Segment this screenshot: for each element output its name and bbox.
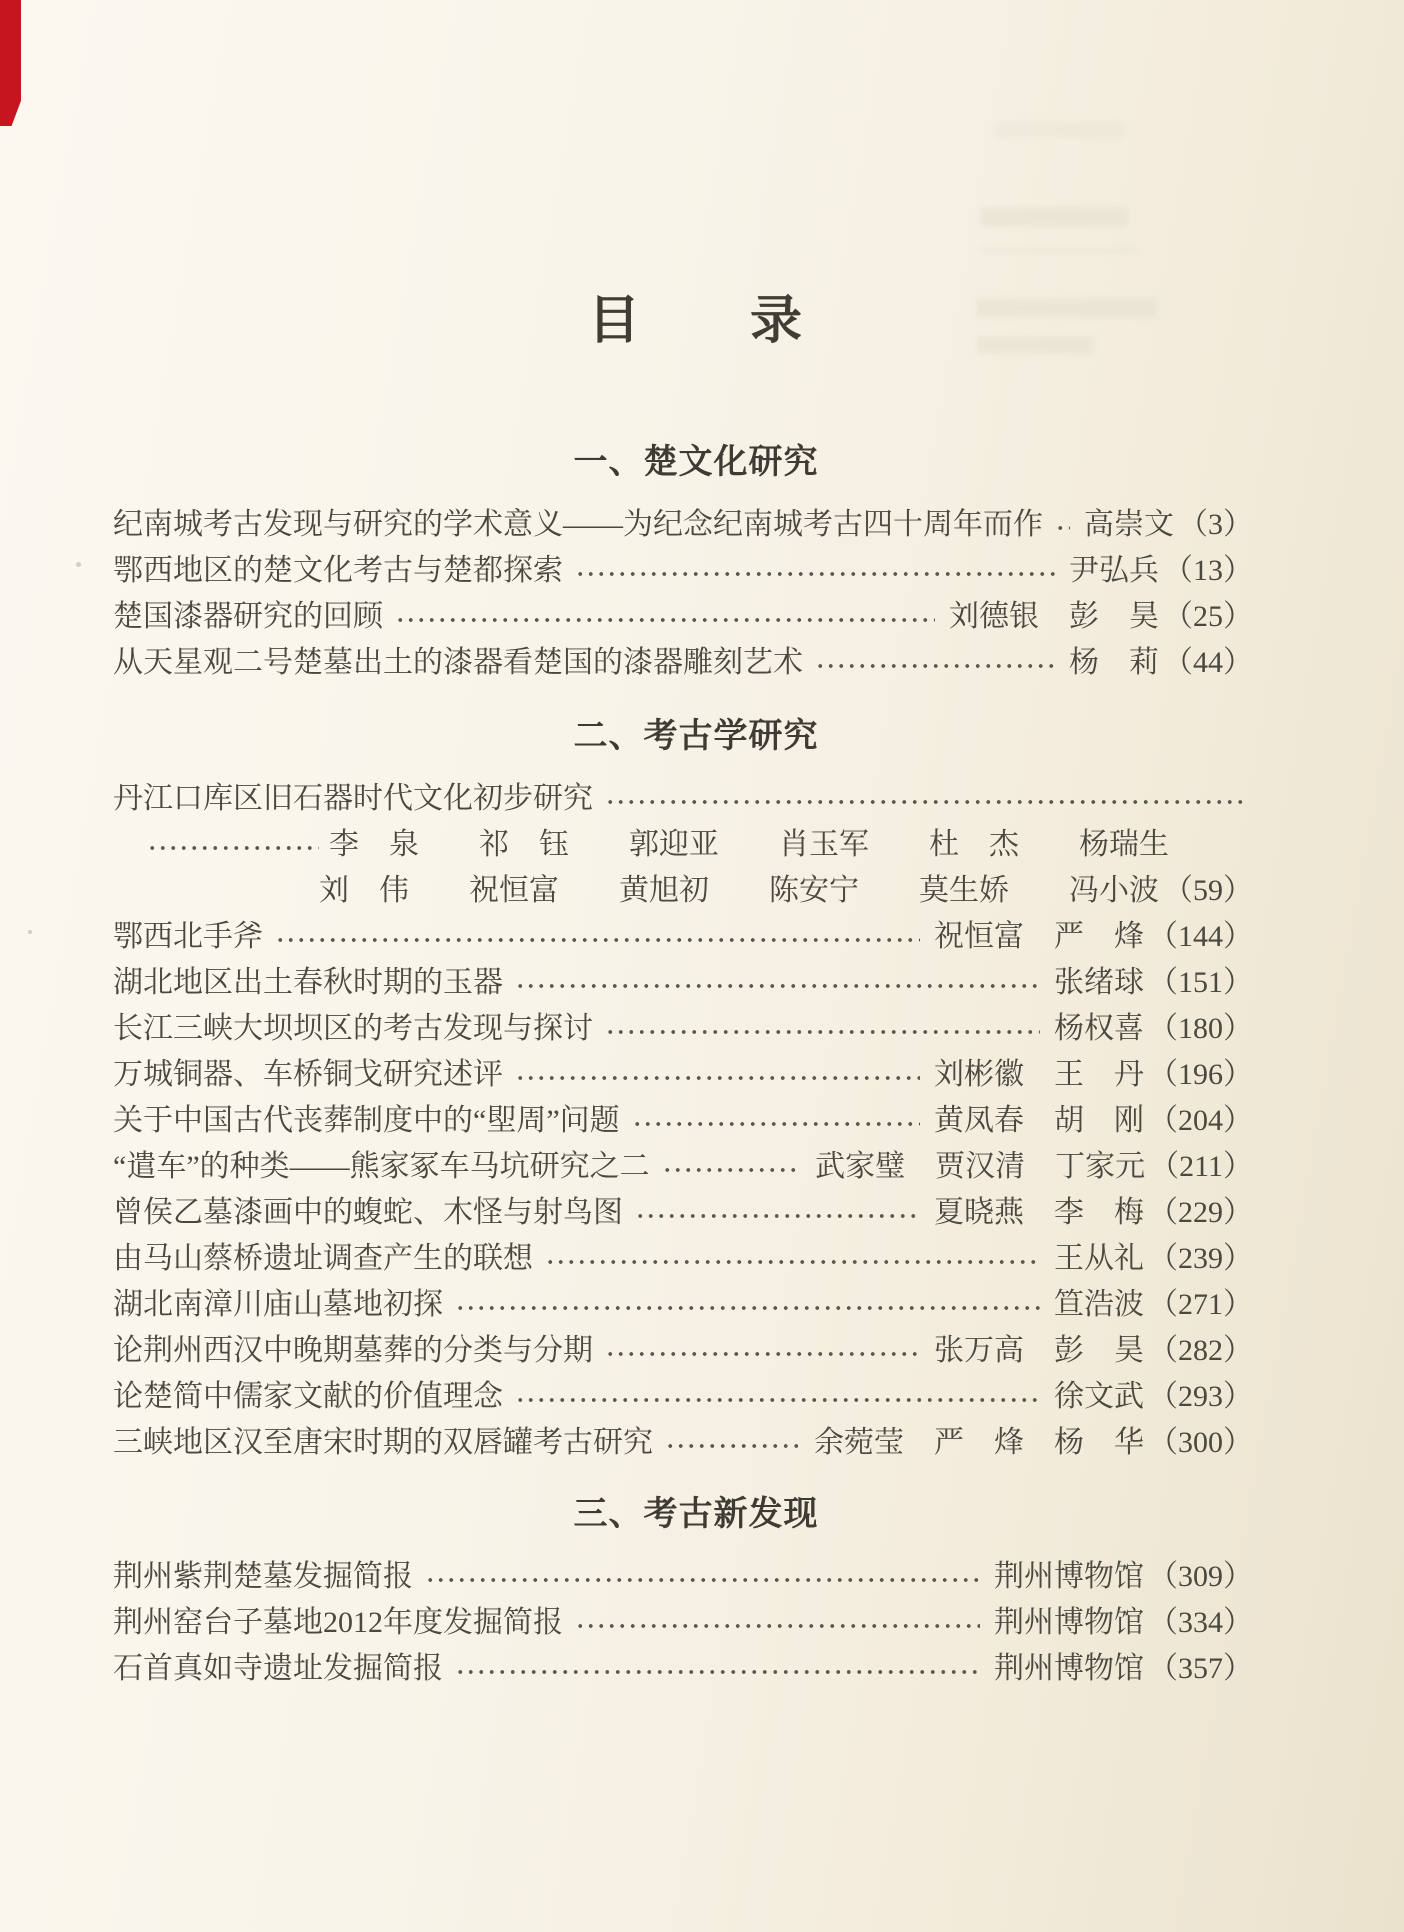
- toc-entry: [113, 1006, 1253, 1052]
- paper-speck: [28, 930, 32, 934]
- dot-leader: [147, 843, 319, 853]
- toc-entry: [113, 1554, 1253, 1600]
- page-title: 目 录: [587, 293, 804, 350]
- entry-authors: 余菀莹 严 烽 杨 华: [814, 1426, 1144, 1459]
- dot-leader: [455, 1667, 980, 1677]
- dot-leader: [455, 1303, 1040, 1313]
- entry-page-number: （180）: [1148, 1012, 1253, 1045]
- sections-container: [113, 440, 1253, 1692]
- entry-page-number: （282）: [1148, 1334, 1253, 1367]
- toc-entry: [113, 640, 1253, 686]
- dot-leader: [515, 981, 1040, 991]
- toc-entry: [113, 502, 1253, 548]
- dot-leader: [815, 661, 1055, 671]
- red-edge-stripe: [0, 0, 21, 126]
- entry-page-number: （357）: [1148, 1652, 1253, 1685]
- entry-title: 纪南城考古发现与研究的学术意义——为纪念纪南城考古四十周年而作: [113, 508, 1043, 541]
- entry-authors: 荆州博物馆: [994, 1652, 1144, 1685]
- dot-leader: [665, 1441, 800, 1451]
- dot-leader: [635, 1211, 920, 1221]
- entry-authors: 王从礼: [1054, 1242, 1144, 1275]
- entry-title: 三峡地区汉至唐宋时期的双唇罐考古研究: [113, 1426, 653, 1459]
- toc-entry: [113, 548, 1253, 594]
- section-entries: [113, 1554, 1253, 1692]
- entry-authors: 刘彬徽 王 丹: [934, 1058, 1144, 1091]
- entry-page-number: （229）: [1148, 1196, 1253, 1229]
- entry-page-number: （144）: [1148, 920, 1253, 953]
- entry-page-number: （25）: [1163, 600, 1253, 633]
- entry-authors: 尹弘兵: [1069, 554, 1159, 587]
- section-heading: 二、考古学研究: [573, 717, 819, 755]
- toc-entry: [113, 1098, 1253, 1144]
- entry-page-number: （59）: [1163, 874, 1253, 907]
- entry-title: 荆州紫荆楚墓发掘简报: [113, 1560, 413, 1593]
- entry-authors: 杨 莉: [1069, 646, 1159, 679]
- entry-authors: 荆州博物馆: [994, 1560, 1144, 1593]
- toc-entry: [113, 1374, 1253, 1420]
- toc-entry: [113, 1328, 1253, 1374]
- entry-page-number: （44）: [1163, 646, 1253, 679]
- toc-entry: [113, 822, 1253, 868]
- dot-leader: [605, 1027, 1040, 1037]
- entry-page-number: （211）: [1149, 1150, 1253, 1183]
- toc-entry: [113, 1282, 1253, 1328]
- section-entries: [113, 776, 1253, 1466]
- toc-content: [113, 0, 1253, 1692]
- entry-authors: 黄凤春 胡 刚: [934, 1104, 1144, 1137]
- entry-title: 楚国漆器研究的回顾: [113, 600, 383, 633]
- dot-leader: [605, 1349, 920, 1359]
- entry-authors: 张绪球: [1054, 966, 1144, 999]
- toc-entry: [113, 1600, 1253, 1646]
- toc-entry: [113, 776, 1253, 822]
- section-heading: 三、考古新发现: [573, 1495, 819, 1533]
- toc-entry: [113, 1236, 1253, 1282]
- dot-leader: [632, 1119, 920, 1129]
- entry-authors: 笪浩波: [1054, 1288, 1144, 1321]
- entry-title: 万城铜器、车桥铜戈研究述评: [113, 1058, 503, 1091]
- entry-authors: 刘 伟 祝恒富 黄旭初 陈安宁 莫生娇 冯小波: [319, 874, 1159, 907]
- entry-title: 论楚简中儒家文献的价值理念: [113, 1380, 503, 1413]
- toc-section: [113, 1492, 1253, 1692]
- toc-entry: [113, 868, 1253, 914]
- dot-leader: [515, 1073, 920, 1083]
- entry-title: 湖北南漳川庙山墓地初探: [113, 1288, 443, 1321]
- entry-title: 荆州窑台子墓地2012年度发掘简报: [113, 1606, 563, 1639]
- dot-leader: [575, 569, 1055, 579]
- entry-page-number: （239）: [1148, 1242, 1253, 1275]
- entry-title: 鄂西北手斧: [113, 920, 263, 953]
- entry-authors: 武家璧 贾汉清 丁家元: [815, 1150, 1146, 1183]
- entry-title: 关于中国古代丧葬制度中的“堲周”问题: [113, 1104, 620, 1137]
- entry-title: 由马山蔡桥遗址调查产生的联想: [113, 1242, 533, 1275]
- entry-title: 从天星观二号楚墓出土的漆器看楚国的漆器雕刻艺术: [113, 646, 803, 679]
- entry-page-number: （309）: [1148, 1560, 1253, 1593]
- entry-page-number: （196）: [1148, 1058, 1253, 1091]
- dot-leader: [395, 615, 935, 625]
- entry-page-number: （293）: [1148, 1380, 1253, 1413]
- entry-title: 论荆州西汉中晚期墓葬的分类与分期: [113, 1334, 593, 1367]
- entry-title: 丹江口库区旧石器时代文化初步研究: [113, 782, 593, 815]
- entry-authors: 张万高 彭 昊: [934, 1334, 1144, 1367]
- entry-page-number: （334）: [1148, 1606, 1253, 1639]
- toc-section: [113, 714, 1253, 1466]
- toc-section: [113, 440, 1253, 686]
- toc-entry: [113, 914, 1253, 960]
- dot-leader: [275, 935, 920, 945]
- entry-authors: 杨权喜: [1054, 1012, 1144, 1045]
- dot-leader: [605, 797, 1249, 807]
- entry-title: 长江三峡大坝坝区的考古发现与探讨: [113, 1012, 593, 1045]
- dot-leader: [662, 1165, 801, 1175]
- entry-authors: 荆州博物馆: [994, 1606, 1144, 1639]
- entry-authors: 徐文武: [1054, 1380, 1144, 1413]
- entry-page-number: （271）: [1148, 1288, 1253, 1321]
- dot-leader: [515, 1395, 1040, 1405]
- entry-authors: 夏晓燕 李 梅: [934, 1196, 1144, 1229]
- dot-leader: [575, 1621, 980, 1631]
- entry-authors: 李 泉 祁 钰 郭迎亚 肖玉军 杜 杰 杨瑞生: [329, 828, 1169, 861]
- entry-title: 石首真如寺遗址发掘简报: [113, 1652, 443, 1685]
- toc-entry: [113, 1190, 1253, 1236]
- entry-title: 曾侯乙墓漆画中的蝮蛇、木怪与射鸟图: [113, 1196, 623, 1229]
- toc-entry: [113, 1144, 1253, 1190]
- dot-leader: [545, 1257, 1040, 1267]
- paper-speck: [76, 562, 81, 567]
- section-entries: [113, 502, 1253, 686]
- entry-title: 鄂西地区的楚文化考古与楚都探索: [113, 554, 563, 587]
- entry-title: 湖北地区出土春秋时期的玉器: [113, 966, 503, 999]
- section-heading: 一、楚文化研究: [573, 443, 819, 481]
- toc-entry: [113, 1420, 1253, 1466]
- entry-page-number: （13）: [1163, 554, 1253, 587]
- entry-authors: 祝恒富 严 烽: [934, 920, 1144, 953]
- entry-authors: 刘德银 彭 昊: [949, 600, 1159, 633]
- entry-authors: 高崇文: [1084, 508, 1174, 541]
- toc-entry: [113, 594, 1253, 640]
- toc-entry: [113, 1646, 1253, 1692]
- entry-page-number: （151）: [1148, 966, 1253, 999]
- toc-entry: [113, 1052, 1253, 1098]
- entry-title: “遣车”的种类——熊家冢车马坑研究之二: [113, 1150, 650, 1183]
- entry-page-number: （300）: [1148, 1426, 1253, 1459]
- dot-leader: [1055, 523, 1070, 533]
- entry-page-number: （204）: [1148, 1104, 1253, 1137]
- entry-page-number: （3）: [1178, 508, 1253, 541]
- dot-leader: [425, 1575, 980, 1585]
- toc-entry: [113, 960, 1253, 1006]
